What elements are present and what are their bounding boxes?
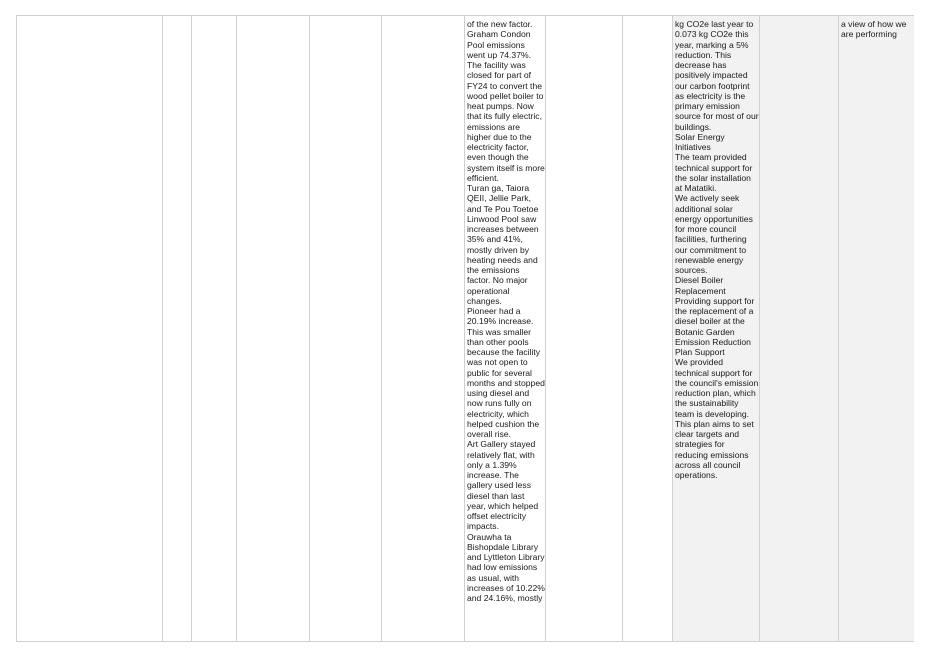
paragraph: Orauwha ta Bishopdale Library and Lyttleton Library had low emissions as usual, with increases of 10.22% and 24.16%, mostly [467, 531, 545, 603]
paragraph: Diesel Boiler Replacement [675, 275, 726, 296]
paragraph: Turan ga, Taiora QEII, Jellie Park, and Te Pou Toetoe Linwood Pool saw increases between 35% and 41%, mostly driven by heating needs and the emissions factor. No major operational changes. [467, 183, 539, 306]
cell-performance-note [841, 19, 914, 40]
table-column-divider [309, 16, 310, 641]
paragraph: The team provided technical support for the solar installation at Matatiki. [675, 152, 753, 193]
paragraph: a view of how we are performing [841, 19, 907, 40]
paragraph: Emission Reduction Plan Support [675, 336, 751, 357]
table-column-divider [381, 16, 382, 641]
paragraph: We actively seek additional solar energy opportunities for more council facilities, furthering our commitment to renewable energy sources. [675, 193, 753, 275]
table-column-divider [236, 16, 237, 641]
cell-emissions-commentary [467, 19, 545, 641]
paragraph: kg CO2e last year to 0.073 kg CO2e this year, marking a 5% reduction. This decrease has positively impacted our carbon footprint as electricity is the primary emission source for most of our buildings. [675, 19, 759, 132]
report-table [16, 15, 914, 642]
table-column-divider [162, 16, 163, 641]
paragraph: We provided technical support for the council's emission reduction plan, which the sustainability team is developing. This plan aims to set clear targets and strategies for reducing emissions across all council operations. [675, 357, 759, 480]
paragraph: of the new factor. [467, 19, 533, 29]
table-column-divider [464, 16, 465, 641]
cell-initiatives [675, 19, 759, 480]
table-column-divider [545, 16, 546, 641]
table-column-divider [191, 16, 192, 641]
table-column-divider [622, 16, 623, 641]
paragraph: Graham Condon Pool emissions went up 74.37%. The facility was closed for part of FY24 to convert the wood pellet boiler to heat pumps. Now that its fully electric, emissions are higher due to the electricity factor, even though the system itself is more efficient. [467, 29, 545, 183]
paragraph: Providing support for the replacement of a diesel boiler at the Botanic Garden [675, 295, 755, 337]
paragraph: Solar Energy Initiatives [675, 131, 725, 152]
paragraph: Pioneer had a 20.19% increase. This was smaller than other pools because the facility was not open to public for several months and stopped using diesel and now runs fully on electricity, which helped cushion the overall rise. [467, 306, 545, 439]
table-column-shaded [838, 16, 914, 641]
paragraph: Art Gallery stayed relatively flat, with only a 1.39% increase. The gallery used less diesel than last year, which helped offset electricity impacts. [467, 439, 539, 532]
table-column-shaded [759, 16, 838, 641]
